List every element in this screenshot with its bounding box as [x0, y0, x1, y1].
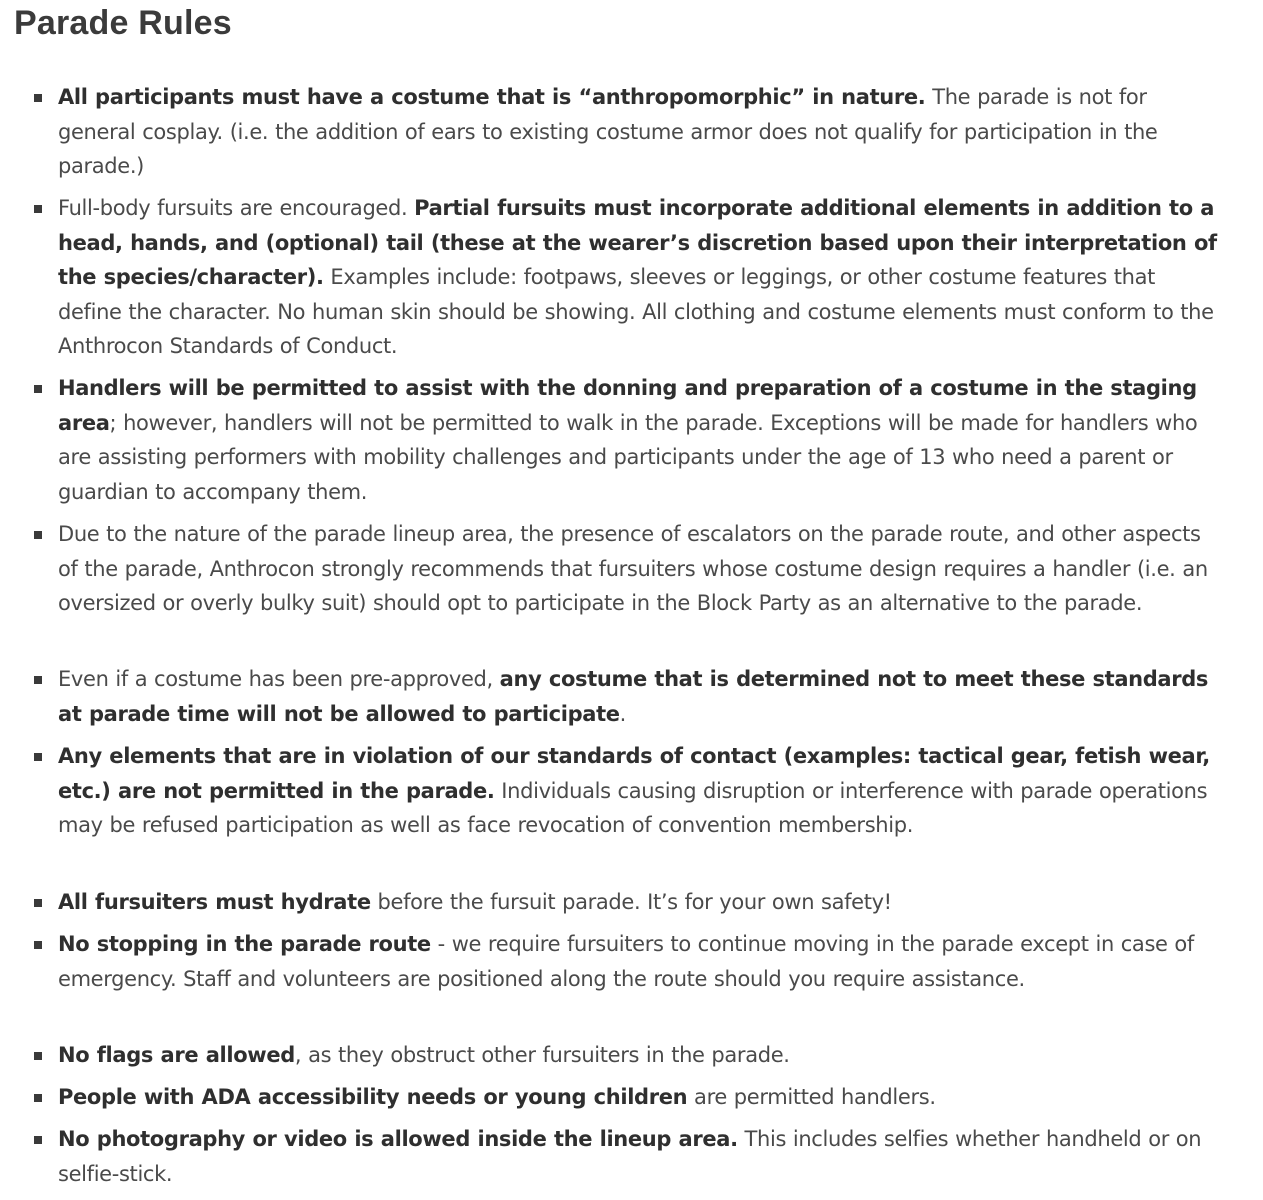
bullet-icon [34, 385, 42, 393]
rule-text: . [619, 701, 626, 726]
list-item [58, 885, 1223, 920]
rule-bold-text: No photography or video is allowed inside the lineup area. [58, 1127, 738, 1151]
list-item [58, 80, 1223, 184]
list-item [58, 739, 1223, 843]
rule-text: before the fursuit parade. It’s for your own safety! [370, 890, 892, 914]
list-item [58, 1080, 1223, 1115]
bullet-icon [34, 1094, 42, 1102]
bullet-icon [34, 753, 42, 761]
list-item [58, 517, 1223, 621]
bullet-icon [34, 94, 42, 102]
bullet-icon [34, 676, 42, 684]
rule-bold-text: All fursuiters must hydrate [58, 890, 371, 914]
rule-intro-text: Full-body fursuits are encouraged. [58, 196, 415, 220]
rule-bold-text: No flags are allowed [58, 1043, 295, 1067]
page-title: Parade Rules [14, 4, 232, 42]
list-item [58, 1122, 1223, 1191]
rule-text: Individuals causing disruption or interference with parade operations may be refused participation as well as face revocation of convention membership. [58, 778, 1208, 838]
list-item [58, 191, 1223, 364]
bullet-icon [34, 1052, 42, 1060]
list-item [58, 662, 1223, 731]
rule-text: - we require fursuiters to continue moving in the parade except in case of emergency. Staff and volunteers are positioned along the route should you require assistance. [58, 932, 1194, 991]
bullet-icon [34, 531, 42, 539]
rule-text: Examples include: footpaws, sleeves or leggings, or other costume features that define the character. No human skin should be showing. All clothing and costume elements must conform to the Anthrocon Standards of Conduct. [58, 265, 1214, 359]
rule-text: The parade is not for general cosplay. (i.e. the addition of ears to existing costume armor does not qualify for participation in the parade.) [58, 85, 1158, 179]
bullet-icon [34, 1136, 42, 1144]
list-item [58, 371, 1223, 509]
rule-bold-text: Partial fursuits must incorporate additional elements in addition to a head, hands, and (optional) tail (these at the wearer’s discretion based upon their interpretation of the species/character). [58, 196, 1217, 290]
bullet-icon [34, 205, 42, 213]
rule-text: This includes selfies whether handheld or on selfie-stick. [58, 1127, 1202, 1186]
rule-bold-text: Any elements that are in violation of our standards of contact (examples: tactical gear, fetish wear, etc.) are not permitted in the parade. [58, 744, 1210, 803]
list-item [58, 1038, 1223, 1073]
rule-bold-text: People with ADA accessibility needs or young children [58, 1085, 688, 1109]
rule-text: , as they obstruct other fursuiters in the parade. [294, 1043, 790, 1067]
rule-text: Due to the nature of the parade lineup area, the presence of escalators on the parade route, and other aspects of the parade, Anthrocon strongly recommends that fursuiters whose costume design requires a handler (i.e. an oversized or overly bulky suit) should opt to participate in the Block Party as an alternative to the parade. [58, 522, 1208, 616]
rule-text: are permitted handlers. [687, 1085, 936, 1109]
rule-bold-text: any costume that is determined not to meet these standards at parade time will not be allowed to participate [58, 667, 1209, 726]
rule-bold-text: Handlers will be permitted to assist with the donning and preparation of a costume in the staging area [58, 376, 1197, 435]
rule-intro-text: Even if a costume has been pre-approved, [58, 667, 500, 691]
rule-text: ; however, handlers will not be permitted to walk in the parade. Exceptions will be made for handlers who are assisting performers with mobility challenges and participants under the age of 13 who need a parent or guardian to accompany them. [58, 410, 1198, 504]
bullet-icon [34, 899, 42, 907]
bullet-icon [34, 941, 42, 949]
rule-bold-text: All participants must have a costume that is “anthropomorphic” in nature. [58, 85, 926, 109]
rule-bold-text: No stopping in the parade route [58, 932, 431, 956]
list-item [58, 927, 1223, 996]
